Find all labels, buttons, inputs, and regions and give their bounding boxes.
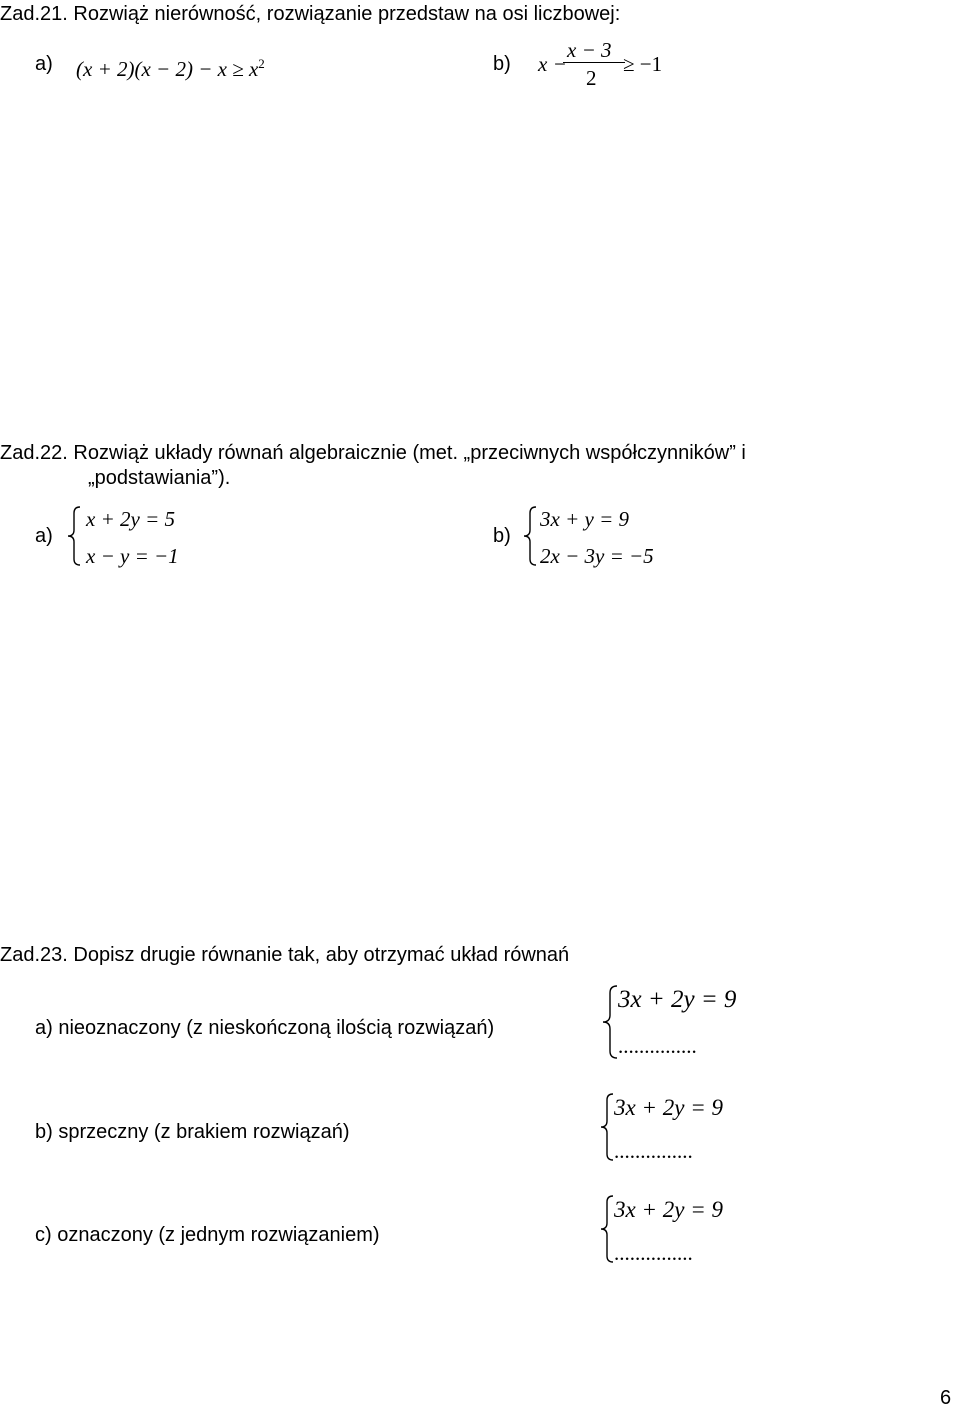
zad23-item-c-text: c) oznaczony (z jednym rozwiązaniem): [35, 1224, 380, 1246]
zad21-b-denominator: 2: [586, 66, 597, 90]
zad23-title: Zad.23. Dopisz drugie równanie tak, aby otrzymać układ równań: [0, 944, 570, 966]
zad22-b-eq1: 3x + y = 9: [540, 507, 629, 531]
zad22-title-line2: „podstawiania”).: [88, 467, 231, 489]
zad23-item-a-brace: [600, 984, 620, 1060]
zad21-b-rhs: ≥ −1: [623, 52, 663, 76]
zad23-item-a-text: a) nieoznaczony (z nieskończoną ilością rozwiązań): [35, 1017, 495, 1039]
zad21-a-inequality: [76, 52, 265, 81]
zad22-b-eq2: 2x − 3y = −5: [540, 544, 654, 568]
zad21-b-label: b): [493, 53, 511, 75]
zad22-b-label: b): [493, 525, 511, 547]
zad21-a-lhs: (x + 2)(x − 2) − x ≥ x: [76, 57, 259, 81]
zad23-item-c-eq2-blank: ...............: [614, 1241, 693, 1265]
zad23-item-a-eq2-blank: ...............: [618, 1034, 697, 1058]
zad21-title: Zad.21. Rozwiąż nierówność, rozwiązanie przedstaw na osi liczbowej:: [0, 3, 621, 25]
zad22-a-brace: [66, 505, 82, 567]
zad23-item-b-eq1: 3x + 2y = 9: [614, 1095, 723, 1120]
zad21-a-label: a): [35, 53, 53, 75]
zad21-a-exponent: 2: [258, 56, 265, 71]
zad23-item-c-eq1: 3x + 2y = 9: [614, 1197, 723, 1222]
zad22-a-label: a): [35, 525, 53, 547]
zad23-item-b-eq2-blank: ...............: [614, 1139, 693, 1163]
zad22-b-brace: [522, 505, 538, 567]
zad23-item-a-eq1: 3x + 2y = 9: [618, 986, 737, 1013]
page-number: 6: [940, 1387, 952, 1409]
zad21-b-x: x −: [538, 52, 567, 76]
zad22-a-eq1: x + 2y = 5: [86, 507, 175, 531]
zad22-title-line1: Zad.22. Rozwiąż układy równań algebraicznie (met. „przeciwnych współczynników” i: [0, 442, 746, 464]
zad22-a-eq2: x − y = −1: [86, 544, 179, 568]
zad23-item-b-text: b) sprzeczny (z brakiem rozwiązań): [35, 1121, 350, 1143]
zad21-b-numerator: x − 3: [567, 38, 612, 62]
zad21-b-fraction-bar: [563, 62, 625, 63]
